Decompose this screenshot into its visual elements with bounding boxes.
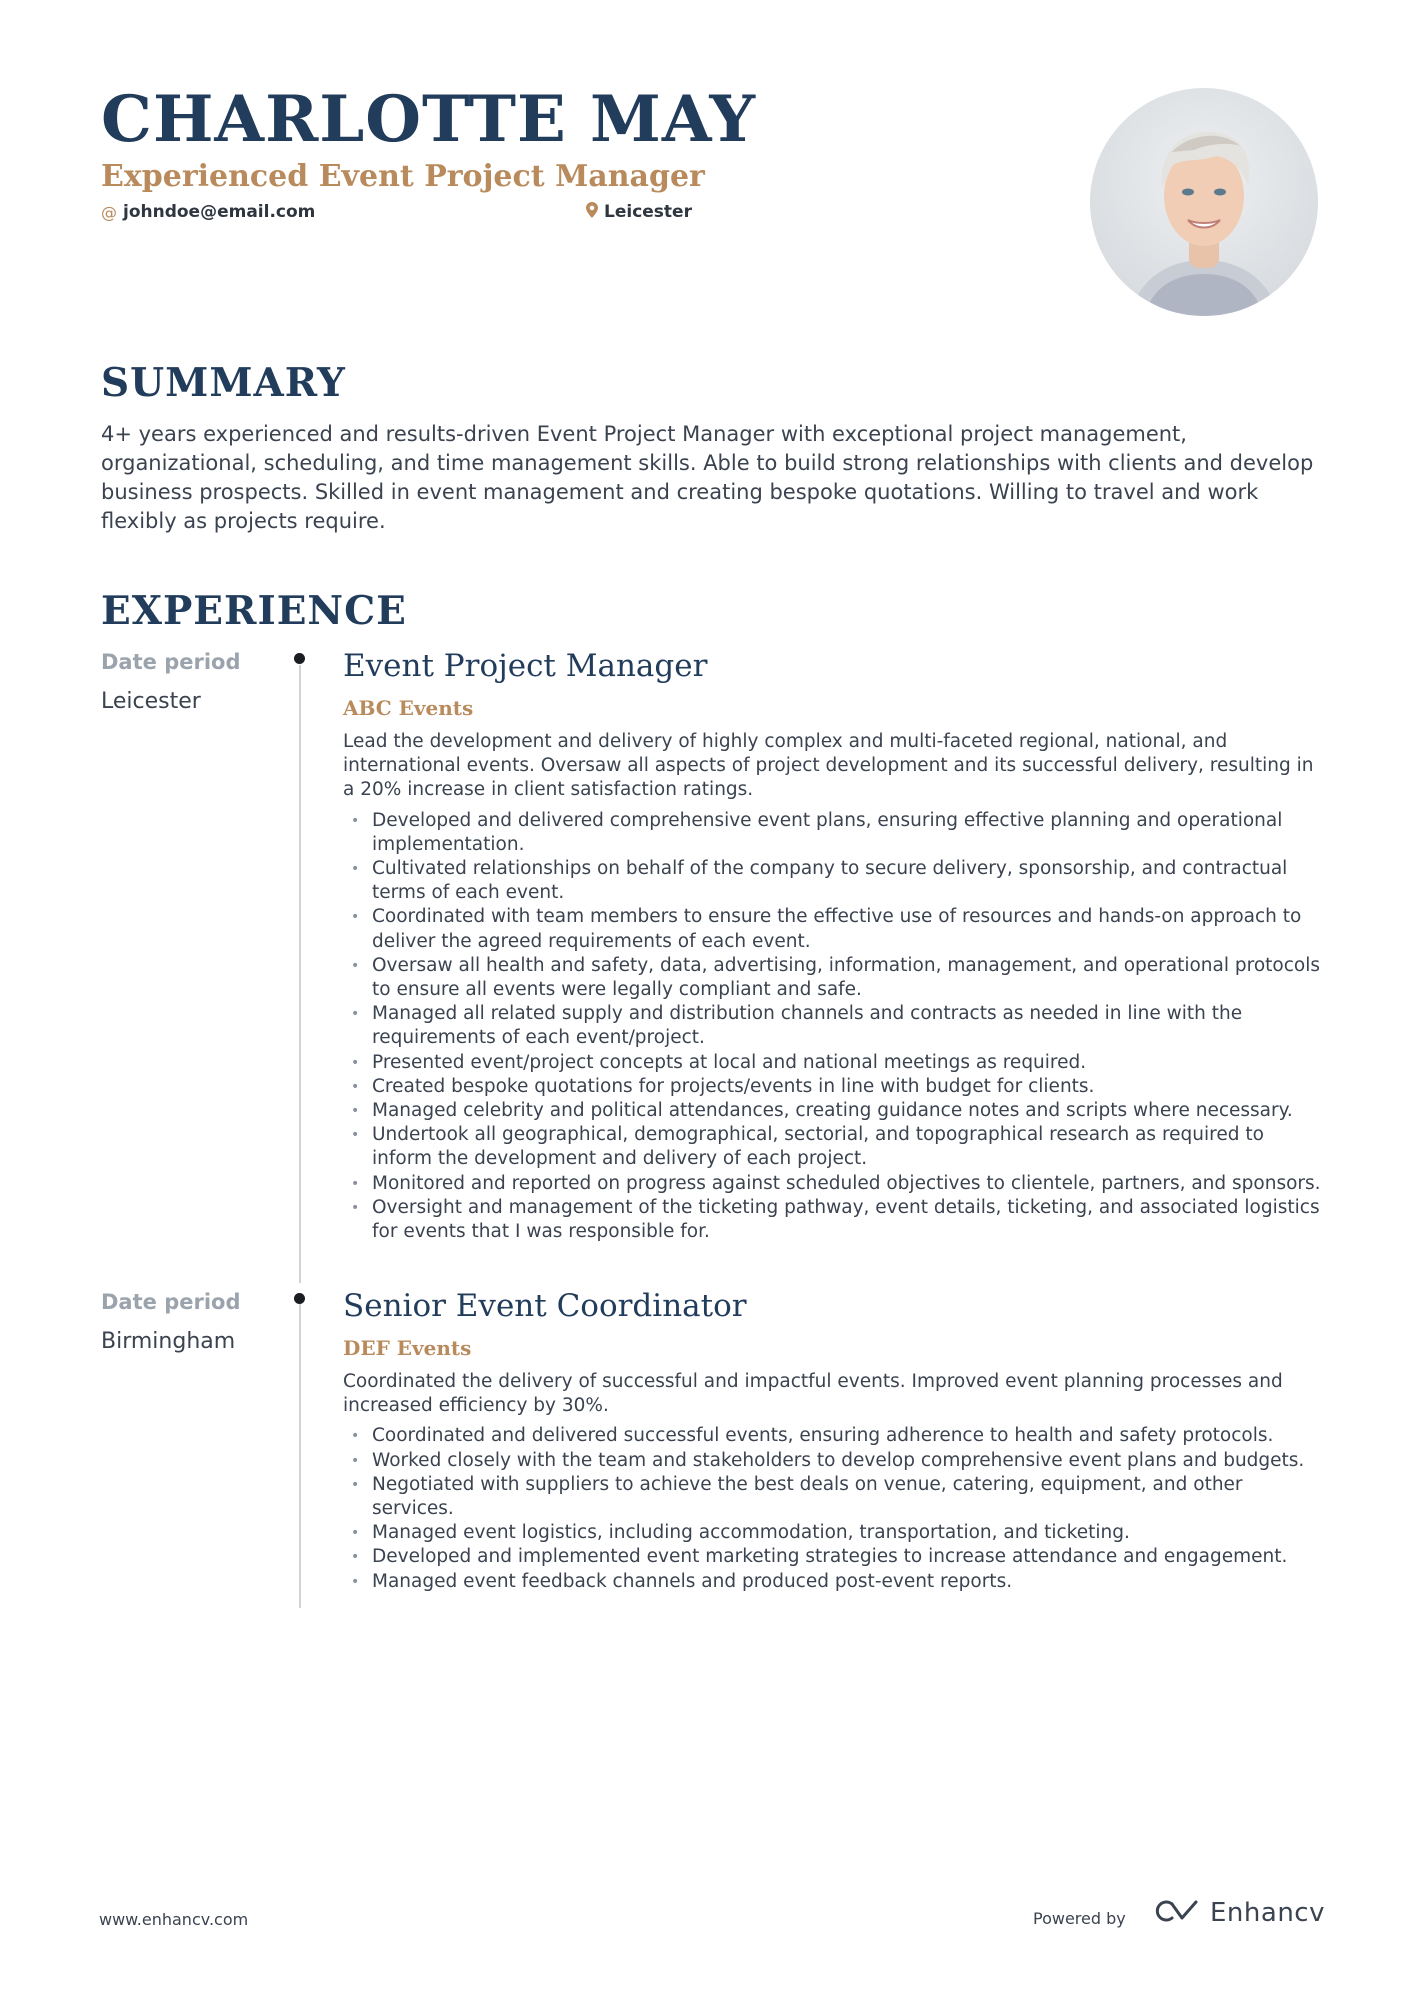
bullet-item: • Managed celebrity and political attendances, creating guidance notes and scripts where necessary. [343,1099,1323,1123]
bullet-item: • Worked closely with the team and stakeholders to develop comprehensive event plans and budgets. [343,1449,1323,1473]
job-location: Leicester [101,689,201,714]
company-name: ABC Events [343,696,474,720]
job-description: Lead the development and delivery of highly complex and multi-faceted regional, national, and international events. Oversaw all aspects of project development and its successful delivery, resulting in a 20% increase in client satisfaction ratings. [343,731,1314,801]
location-text: Leicester [604,202,692,222]
bullet-item: • Undertook all geographical, demographical, sectorial, and topographical research as required to inform the development and delivery of each project. [343,1123,1323,1171]
bullet-item: • Coordinated and delivered successful events, ensuring adherence to health and safety protocols. [343,1424,1323,1448]
enhancv-logo-icon [1152,1898,1200,1928]
contact-location [586,202,692,222]
summary-heading: SUMMARY [101,360,346,406]
brand-logo[interactable] [1152,1898,1325,1928]
job-bullets [343,1424,1323,1593]
timeline-line [299,665,301,1283]
at-icon: @ [101,202,117,222]
job-entry [343,646,1323,1244]
timeline-dot [294,653,305,664]
job-entry [343,1286,1323,1594]
job-bullets [343,809,1323,1245]
timeline-dot [294,1293,305,1304]
job-title: Event Project Manager [343,648,708,684]
bullet-item: • Cultivated relationships on behalf of the company to secure delivery, sponsorship, and contractual terms of each event. [343,857,1323,905]
brand-name: Enhancv [1210,1898,1325,1928]
profile-photo [1090,88,1318,316]
bullet-item: • Coordinated with team members to ensure the effective use of resources and hands-on approach to deliver the agreed requirements of each event. [343,905,1323,953]
timeline-line [299,1304,301,1608]
bullet-item: • Managed event feedback channels and produced post-event reports. [343,1570,1323,1594]
job-date: Date period [101,1290,241,1314]
bullet-item: • Developed and implemented event marketing strategies to increase attendance and engagement. [343,1545,1323,1569]
bullet-item: • Oversaw all health and safety, data, advertising, information, management, and operational protocols to ensure all events were legally compliant and safe. [343,954,1323,1002]
experience-heading: EXPERIENCE [101,588,407,634]
map-pin-icon [586,202,598,222]
bullet-item: • Developed and delivered comprehensive event plans, ensuring effective planning and operational implementation. [343,809,1323,857]
bullet-item: • Monitored and reported on progress against scheduled objectives to clientele, partners, and sponsors. [343,1172,1323,1196]
job-date: Date period [101,650,241,674]
bullet-item: • Created bespoke quotations for projects/events in line with budget for clients. [343,1075,1323,1099]
bullet-item: • Managed event logistics, including accommodation, transportation, and ticketing. [343,1521,1323,1545]
job-title: Senior Event Coordinator [343,1288,747,1324]
company-name: DEF Events [343,1336,472,1360]
candidate-name: CHARLOTTE MAY [101,82,757,157]
bullet-item: • Negotiated with suppliers to achieve the best deals on venue, catering, equipment, and other services. [343,1473,1323,1521]
summary-text: 4+ years experienced and results-driven Event Project Manager with exceptional project management, organizational, scheduling, and time management skills. Able to build strong relationships with clients and develop business prospects. Skilled in event management and creating bespoke quotations. Willing to travel and work flexibly as projects require. [101,422,1314,533]
email-text: johndoe@email.com [123,202,316,222]
powered-by-label: Powered by [1033,1909,1126,1928]
job-description: Coordinated the delivery of successful and impactful events. Improved event planning processes and increased efficiency by 30%. [343,1371,1283,1417]
contact-email[interactable] [101,202,315,222]
bullet-item: • Managed all related supply and distribution channels and contracts as needed in line with the requirements of each event/project. [343,1002,1323,1050]
job-location: Birmingham [101,1329,236,1354]
footer-website-link[interactable]: www.enhancv.com [99,1910,249,1929]
bullet-item: • Oversight and management of the ticketing pathway, event details, ticketing, and associated logistics for events that I was responsible for. [343,1196,1323,1244]
bullet-item: • Presented event/project concepts at local and national meetings as required. [343,1051,1323,1075]
candidate-headline: Experienced Event Project Manager [101,159,705,194]
